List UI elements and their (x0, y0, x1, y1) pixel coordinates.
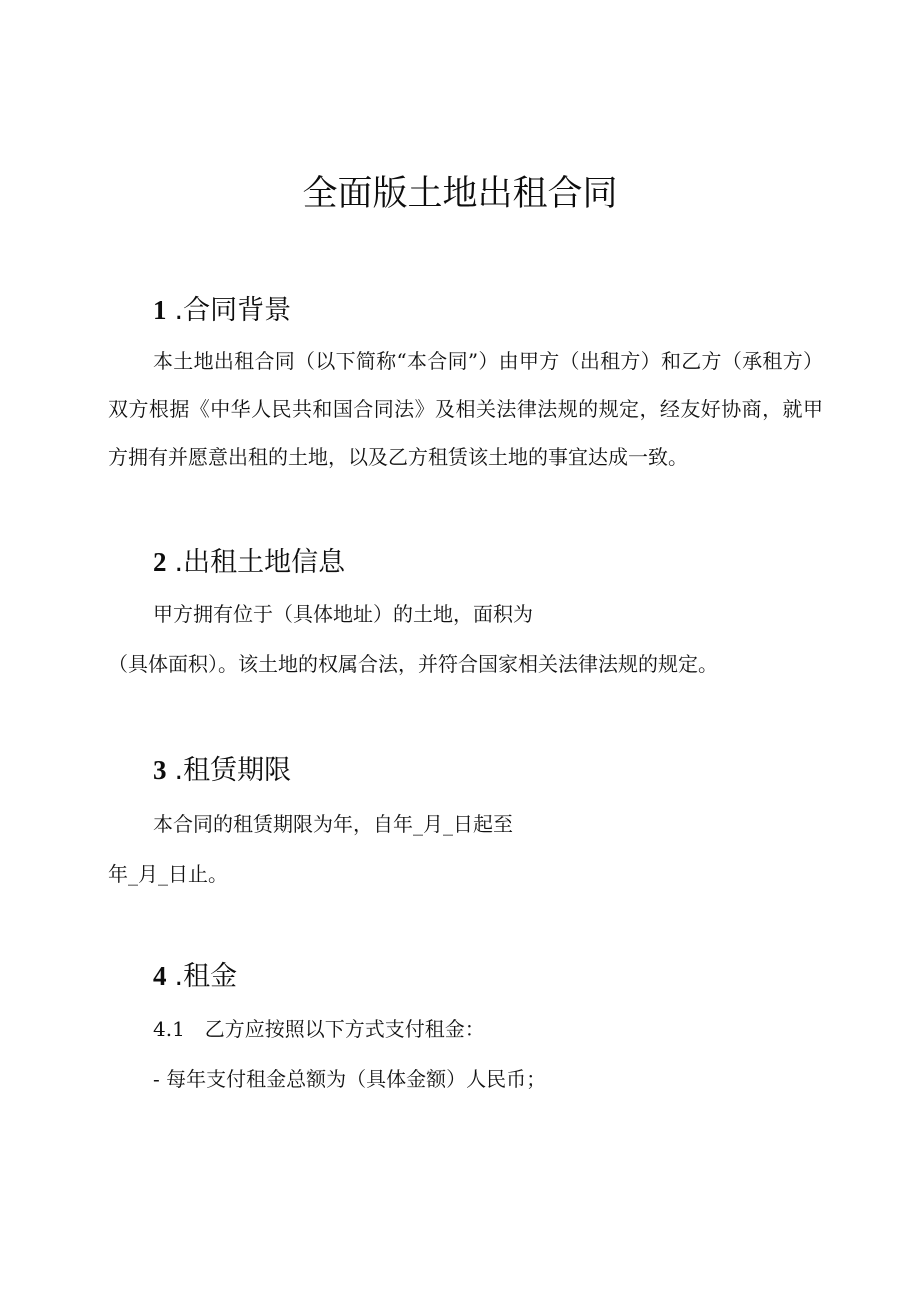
paragraph-line: - 每年支付租金总额为（具体金额）人民币； (153, 1067, 547, 1091)
section-heading-background (153, 290, 291, 331)
paragraph-line: 本合同的租赁期限为年，自年_月_日起至 (153, 812, 513, 836)
section-number: 1 (153, 295, 167, 325)
section-number: 4 (153, 961, 167, 991)
section-title: .出租土地信息 (174, 547, 346, 578)
section-number: 2 (153, 547, 167, 577)
section-number: 3 (153, 755, 167, 785)
section-title: .合同背景 (174, 295, 292, 326)
section-paragraph-background: 本土地出租合同（以下简称“本合同”）由甲方（出租方）和乙方（承租方）双方根据《中华人民共和国合同法》及相关法律法规的规定，经友好协商，就甲方拥有并愿意出租的土地，以及乙方租赁该土地的事宜达成一致。 (108, 349, 823, 469)
paragraph-line: 年_月_日止。 (108, 862, 228, 886)
paragraph-line: （具体面积）。该土地的权属合法，并符合国家相关法律法规的规定。 (108, 652, 718, 676)
section-title: .租金 (174, 961, 238, 992)
section-heading-rent (153, 956, 237, 997)
paragraph-line: 甲方拥有位于（具体地址）的土地，面积为 (153, 602, 533, 626)
section-heading-land-info (153, 542, 345, 583)
paragraph-line: 4.1 乙方应按照以下方式支付租金： (153, 1017, 485, 1041)
section-title: .租赁期限 (174, 755, 292, 786)
section-heading-lease-term (153, 750, 291, 791)
document-title: 全面版土地出租合同 (302, 174, 618, 214)
